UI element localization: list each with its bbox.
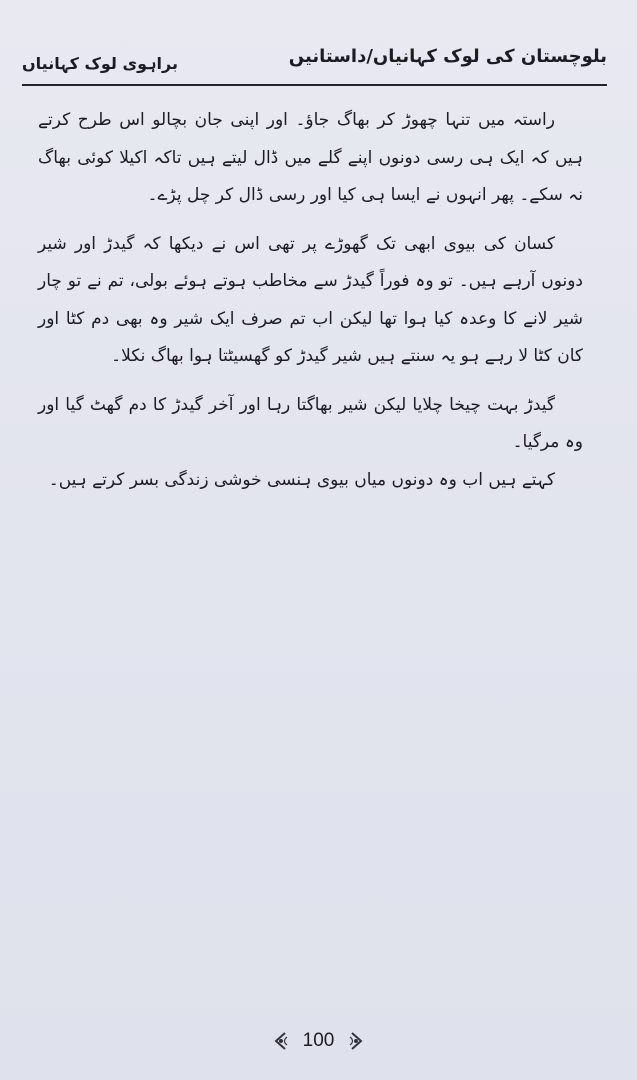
- story-text: [38, 102, 583, 499]
- paragraph-3: گیدڑ بہت چیخا چلایا لیکن شیر بھاگتا رہا اور آخر گیدڑ کا دم گھٹ گیا اور وہ مرگیا۔: [38, 394, 583, 452]
- paragraph-4: کہتے ہیں اب وہ دونوں میاں بیوی ہنسی خوشی زندگی بسر کرتے ہیں۔: [48, 469, 555, 490]
- paragraph-2: کسان کی بیوی ابھی تک گھوڑے پر تھی اس نے دیکھا کہ گیدڑ اور شیر دونوں آرہے ہیں۔ تو وہ فوراً گیدڑ سے مخاطب ہوتے ہوئے بولی، تم نے تو چار شیر لانے کا وعدہ کیا ہوا تھا لیکن اب تم صرف ایک شیر وہ بھی دم کٹا اور کان کٹا لا رہے ہو یہ سنتے ہیں شیر گیدڑ کو گھسیٹتا ہوا بھاگ نکلا۔: [38, 233, 583, 366]
- book-title: بلوچستان کی لوک کہانیاں/داستانیں: [288, 46, 607, 67]
- running-header: [22, 44, 607, 84]
- ornament-left-icon: [273, 1031, 289, 1051]
- section-title: براہوی لوک کہانیاں: [22, 54, 178, 73]
- ornament-right-icon: [348, 1031, 364, 1051]
- paragraph-1: راستہ میں تنہا چھوڑ کر بھاگ جاؤ۔ اور اپنی جان بچالو اس طرح کرتے ہیں کہ ایک ہی رسی دونوں اپنے گلے میں ڈال لیتے ہیں تاکہ اکیلا کوئی بھاگ نہ سکے۔ پھر انہوں نے ایسا ہی کیا اور رسی ڈال کر چل پڑے۔: [38, 110, 583, 205]
- page-footer: [0, 1030, 637, 1060]
- header-divider: [22, 84, 607, 86]
- page-number: 100: [302, 1030, 335, 1051]
